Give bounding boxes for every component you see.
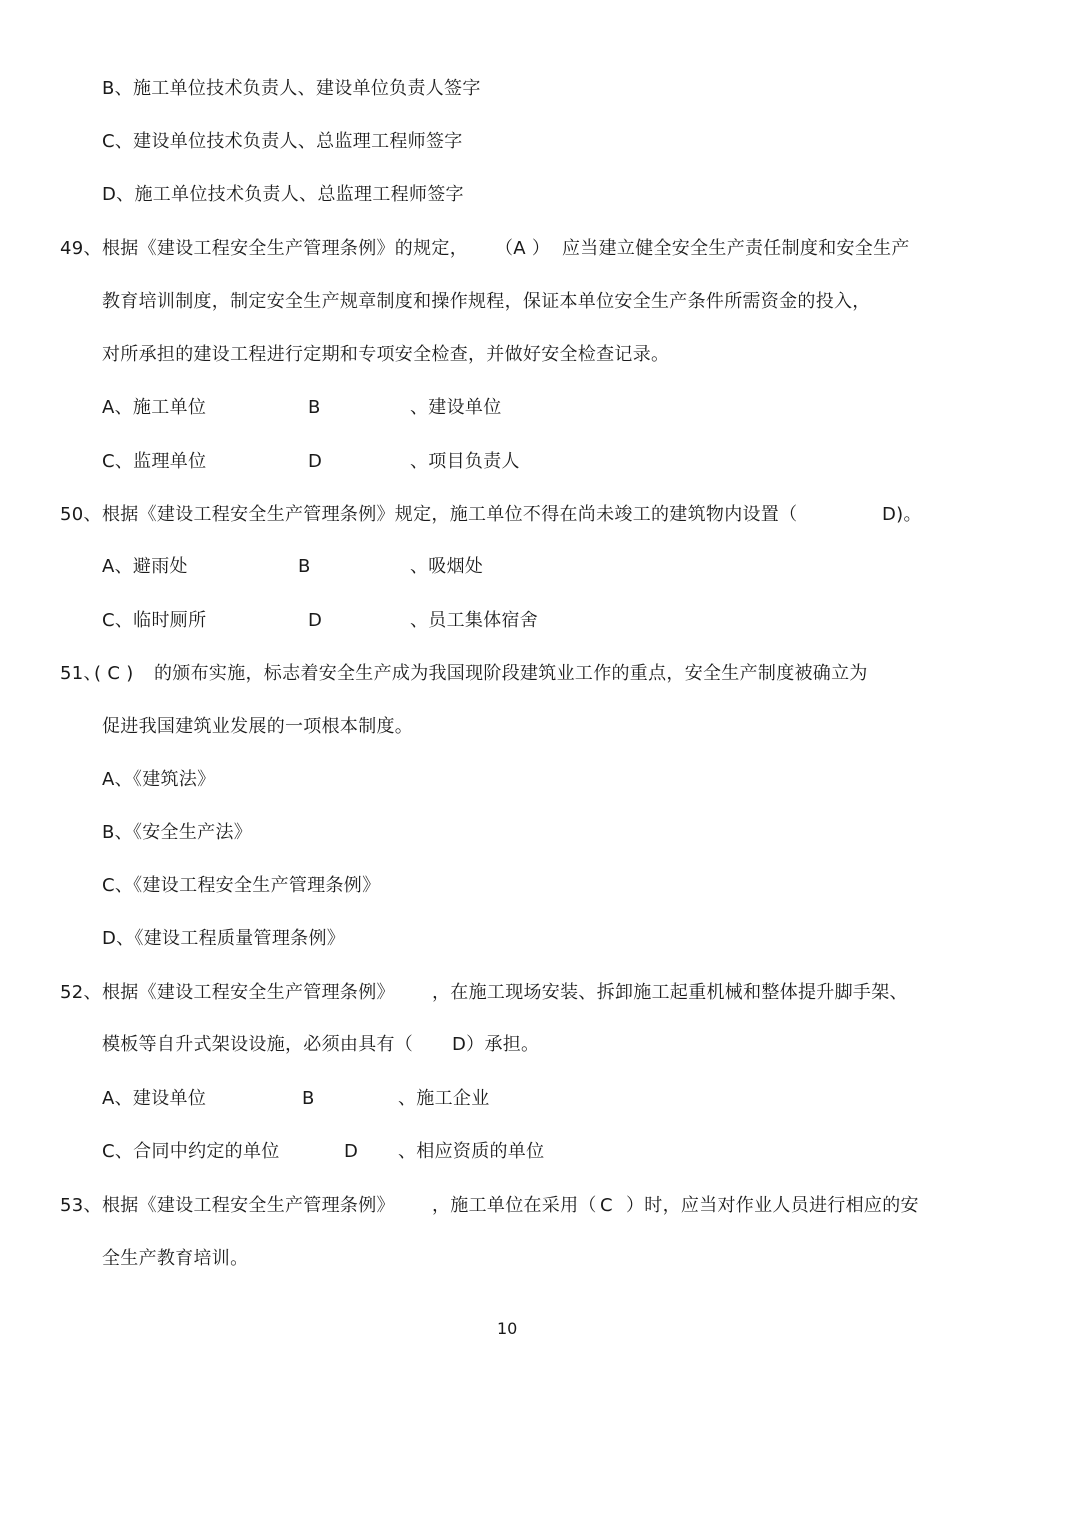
q53-number: 53、 — [60, 1195, 102, 1216]
q51-stem-line1 — [60, 662, 940, 686]
q49-stem-line2: 教育培训制度，制定安全生产规章制度和操作规程，保证本单位安全生产条件所需资金的投入， — [102, 291, 871, 312]
q51-stem-part1: 的颁布实施，标志着安全生产成为我国现阶段建筑业工作的重点，安全生产制度被确立为 — [154, 663, 868, 684]
q49-options-row2 — [102, 450, 602, 474]
q49-option-b-letter: B — [308, 397, 321, 418]
q52-stem-part2: ，在施工现场安装、拆卸施工起重机械和整体提升脚手架、 — [432, 982, 908, 1003]
q51-option-d: D、《建设工程质量管理条例》 — [102, 928, 346, 949]
q53-stem-part2: ，施工单位在采用（ — [432, 1195, 597, 1216]
q48-option-d: D、施工单位技术负责人、总监理工程师签字 — [102, 184, 464, 205]
q50-option-d-letter: D — [308, 610, 323, 631]
q49-stem-part1: 根据《建设工程安全生产管理条例》的规定， — [102, 238, 468, 259]
q49-stem-line1 — [60, 237, 940, 261]
q52-stem-line2 — [102, 1033, 702, 1057]
q51-number: 51、 — [60, 663, 102, 684]
q50-stem-line1 — [60, 503, 940, 527]
q52-options-row1 — [102, 1087, 602, 1111]
q49-options-row1 — [102, 396, 602, 420]
q50-option-b-text: 、吸烟处 — [410, 556, 484, 577]
q49-stem-line3: 对所承担的建设工程进行定期和专项安全检查，并做好安全检查记录。 — [102, 344, 670, 365]
q53-stem-part3: ）时，应当对作业人员进行相应的安 — [626, 1195, 919, 1216]
q48-option-b: B、施工单位技术负责人、建设单位负责人签字 — [102, 78, 481, 99]
q52-option-d-text: 、相应资质的单位 — [398, 1141, 545, 1162]
q49-option-d-letter: D — [308, 451, 323, 472]
q50-option-c: C、临时厕所 — [102, 610, 207, 631]
q51-option-c: C、《建设工程安全生产管理条例》 — [102, 875, 381, 896]
q50-option-d-text: 、员工集体宿舍 — [410, 610, 539, 631]
q52-option-c: C、合同中约定的单位 — [102, 1141, 280, 1162]
q50-answer: D)。 — [882, 504, 922, 525]
q53-answer: C — [600, 1195, 613, 1216]
q52-option-a: A、建设单位 — [102, 1088, 207, 1109]
q50-options-row2 — [102, 609, 602, 633]
q52-options-row2 — [102, 1140, 602, 1164]
q50-option-a: A、避雨处 — [102, 556, 188, 577]
q49-stem-part2: 应当建立健全安全生产责任制度和安全生产 — [562, 238, 910, 259]
q49-answer: （A ） — [495, 238, 551, 259]
q50-number: 50、 — [60, 504, 102, 525]
q51-option-a: A、《建筑法》 — [102, 769, 216, 790]
q51-option-b: B、《安全生产法》 — [102, 822, 253, 843]
page-number: 10 — [497, 1319, 518, 1338]
q50-option-b-letter: B — [298, 556, 311, 577]
q53-stem-part1: 根据《建设工程安全生产管理条例》 — [102, 1195, 395, 1216]
q52-number: 52、 — [60, 982, 102, 1003]
q49-number: 49、 — [60, 238, 102, 259]
q48-option-c: C、建设单位技术负责人、总监理工程师签字 — [102, 131, 463, 152]
q53-stem-line1 — [60, 1194, 960, 1218]
q49-option-c: C、监理单位 — [102, 451, 207, 472]
q52-option-b-letter: B — [302, 1088, 315, 1109]
q50-options-row1 — [102, 555, 602, 579]
q52-option-d-letter: D — [344, 1141, 359, 1162]
q53-stem-line2: 全生产教育培训。 — [102, 1248, 249, 1269]
q49-option-d-text: 、项目负责人 — [410, 451, 520, 472]
q51-answer: ( C ) — [94, 663, 134, 684]
q49-option-a: A、施工单位 — [102, 397, 207, 418]
q52-option-b-text: 、施工企业 — [398, 1088, 490, 1109]
q52-stem-line1 — [60, 981, 940, 1005]
q49-option-b-text: 、建设单位 — [410, 397, 502, 418]
q52-stem-part1: 根据《建设工程安全生产管理条例》 — [102, 982, 395, 1003]
q50-stem: 根据《建设工程安全生产管理条例》规定，施工单位不得在尚未竣工的建筑物内设置（ — [102, 504, 798, 525]
q52-answer: D）承担。 — [452, 1034, 540, 1055]
q52-stem-line2a: 模板等自升式架设设施，必须由具有（ — [102, 1034, 414, 1055]
q51-stem-line2: 促进我国建筑业发展的一项根本制度。 — [102, 716, 414, 737]
